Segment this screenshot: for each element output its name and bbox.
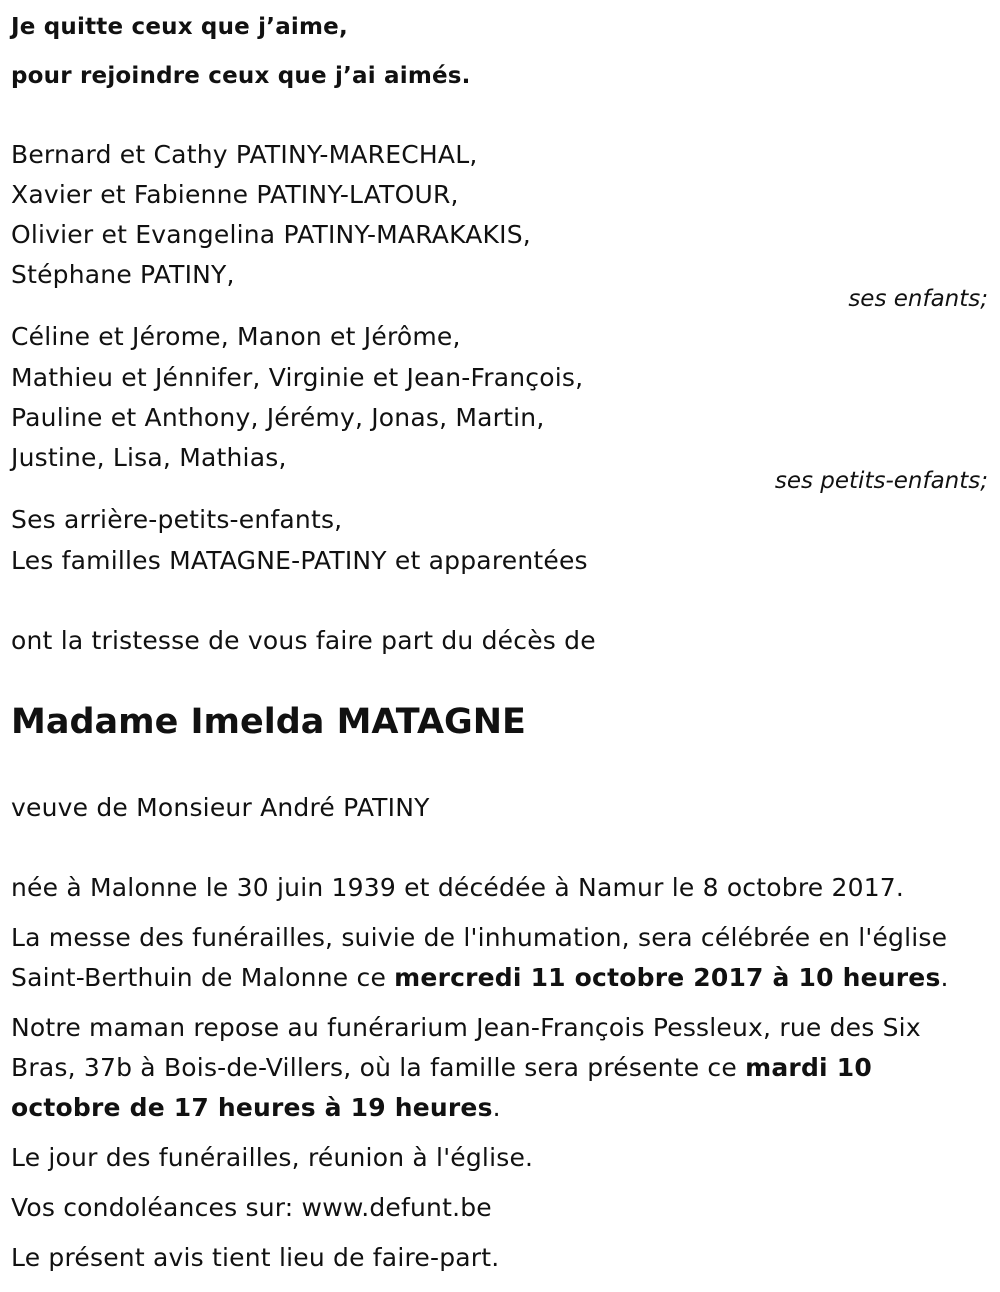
funeral-period: . (940, 963, 949, 992)
family-line: Ses arrière-petits-enfants, (11, 505, 343, 534)
grandchild-line: Justine, Lisa, Mathias, (11, 443, 287, 472)
funerarium-line-3 (11, 1093, 501, 1123)
widow-of-text: veuve de Monsieur André PATINY (11, 793, 430, 822)
verse-line-2: pour rejoindre ceux que j’ai aimés. (11, 63, 471, 89)
funerarium-address-text: Bras, 37b à Bois-de-Villers, où la famille sera présente ce (11, 1053, 746, 1082)
verse-line-1: Je quitte ceux que j’aime, (11, 14, 348, 40)
visit-date-text: mardi 10 (745, 1053, 872, 1082)
grandchild-line: Mathieu et Jénnifer, Virginie et Jean-François, (11, 363, 584, 392)
grandchildren-label: ses petits-enfants; (774, 468, 988, 494)
children-label: ses enfants; (848, 286, 988, 312)
child-line: Stéphane PATINY, (11, 260, 235, 289)
funeral-line-1: La messe des funérailles, suivie de l'inhumation, sera célébrée en l'église (11, 923, 948, 952)
funerarium-line-2 (11, 1053, 872, 1083)
funerarium-line-1: Notre maman repose au funérarium Jean-François Pessleux, rue des Six (11, 1013, 921, 1042)
child-line: Bernard et Cathy PATINY-MARECHAL, (11, 140, 478, 169)
family-line: Les familles MATAGNE-PATINY et apparentées (11, 546, 588, 575)
meeting-text: Le jour des funérailles, réunion à l'église. (11, 1143, 534, 1172)
visit-period: . (492, 1093, 501, 1122)
visit-time-text: octobre de 17 heures à 19 heures (11, 1093, 493, 1122)
child-line: Olivier et Evangelina PATINY-MARAKAKIS, (11, 220, 531, 249)
funeral-line-2 (11, 963, 949, 993)
child-line: Xavier et Fabienne PATINY-LATOUR, (11, 180, 459, 209)
funeral-location-text: Saint-Berthuin de Malonne ce (11, 963, 395, 992)
condolences-text: Vos condoléances sur: www.defunt.be (11, 1193, 492, 1222)
grandchild-line: Céline et Jérome, Manon et Jérôme, (11, 322, 461, 351)
announcement-text: ont la tristesse de vous faire part du décès de (11, 626, 596, 655)
birth-death-text: née à Malonne le 30 juin 1939 et décédée à Namur le 8 octobre 2017. (11, 873, 905, 902)
grandchild-line: Pauline et Anthony, Jérémy, Jonas, Martin, (11, 403, 545, 432)
funeral-date-text: mercredi 11 octobre 2017 à 10 heures (394, 963, 941, 992)
deceased-name: Madame Imelda MATAGNE (11, 702, 526, 742)
notice-text: Le présent avis tient lieu de faire-part. (11, 1243, 500, 1272)
